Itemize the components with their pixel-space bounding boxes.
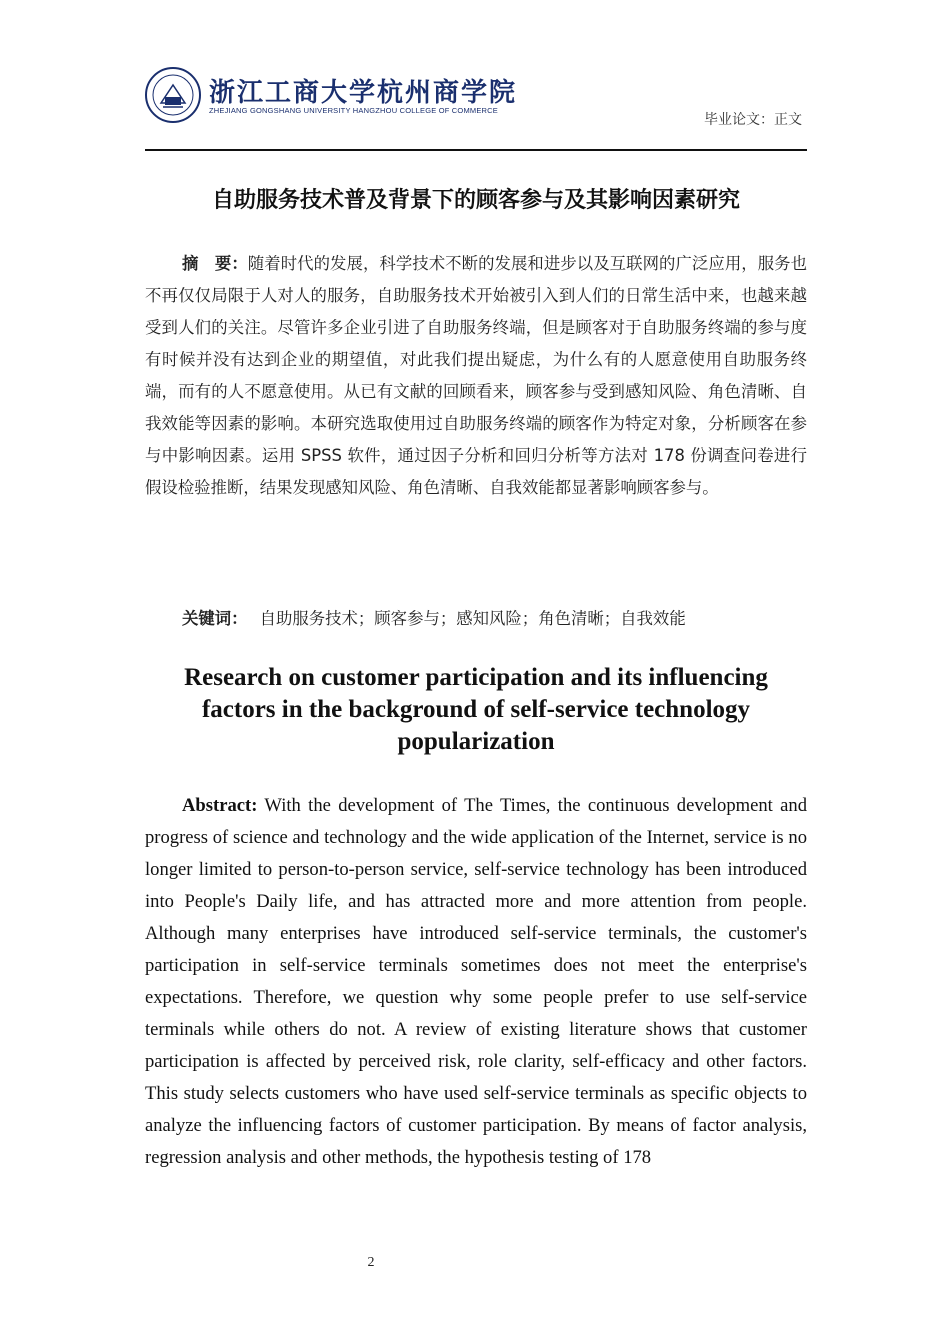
university-name-en: ZHEJIANG GONGSHANG UNIVERSITY HANGZHOU COLLEGE OF COMMERCE <box>209 106 498 115</box>
university-seal-icon <box>145 67 201 123</box>
english-abstract-text: With the development of The Times, the continuous development and progress of science and technology and the wide application of the Internet, service is no longer limited to person-to-person service, self-service technology has been introduced into People's Daily life, and has attracted more and more attention from people. Although many enterprises have introduced self-service terminals, the customer's participation in self-service terminals sometimes does not meet the enterprise's expectations. Therefore, we question why some people prefer to use self-service terminals while others do not. A review of existing literature shows that customer participation is affected by perceived risk, role clarity, self-efficacy and other factors. This study selects customers who have used self-service terminals as specific objects to analyze the influencing factors of customer participation. By means of factor analysis, regression analysis and other methods, the hypothesis testing of 178 <box>145 795 807 1168</box>
chinese-keywords <box>182 605 686 629</box>
chinese-keywords-label: 关键词： <box>182 609 248 628</box>
chinese-abstract <box>145 248 807 504</box>
chinese-abstract-text: 随着时代的发展，科学技术不断的发展和进步以及互联网的广泛应用，服务也不再仅仅局限于人对人的服务，自助服务技术开始被引入到人们的日常生活中来，也越来越受到人们的关注。尽管许多企业引进了自助服务终端，但是顾客对于自助服务终端的参与度有时候并没有达到企业的期望值，对此我们提出疑虑，为什么有的人愿意使用自助服务终端，而有的人不愿意使用。从已有文献的回顾看来，顾客参与受到感知风险、角色清晰、自我效能等因素的影响。本研究选取使用过自助服务终端的顾客作为特定对象，分析顾客在参与中影响因素。运用 SPSS 软件，通过因子分析和回归分析等方法对 178 份调查问卷进行假设检验推断，结果发现感知风险、角色清晰、自我效能都显著影响顾客参与。 <box>145 254 807 497</box>
university-name-cn: 浙江工商大学杭州商学院 <box>209 78 518 108</box>
header-rule <box>145 149 807 151</box>
english-abstract <box>145 790 807 1174</box>
english-title: Research on customer participation and its influencing factors in the background of self-service technology popularization <box>184 664 768 755</box>
chinese-abstract-label: 摘 要： <box>182 254 248 273</box>
page-header <box>145 64 807 152</box>
page-number: 2 <box>367 1255 375 1270</box>
english-abstract-label: Abstract: <box>182 795 258 816</box>
header-section-label: 毕业论文：正文 <box>704 112 802 128</box>
chinese-keywords-text: 自助服务技术；顾客参与；感知风险；角色清晰；自我效能 <box>259 609 686 628</box>
chinese-title: 自助服务技术普及背景下的顾客参与及其影响因素研究 <box>211 188 740 213</box>
